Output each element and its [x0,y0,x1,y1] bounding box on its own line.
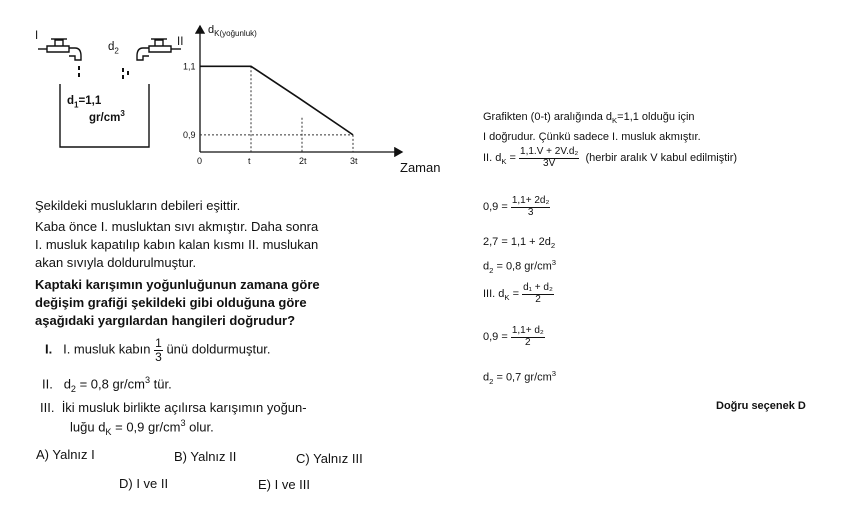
statement-3-line-1: III. İki musluk birlikte açılırsa karışımın yoğun- [40,400,307,415]
solution-eq-1: II. $d_K$ = $\frac{\text{1,1.V + 2V.d₂}}{3V}$ (herbir aralık V kabul edilmiştir) [483,146,738,169]
tap-i-label: I [35,30,39,42]
liquid-drops [78,66,129,79]
solution-eq-7: $d_2 = 0,7$ $gr/cm^3$ [483,369,557,386]
chart-xlabel: Zaman [400,160,441,175]
d1-label: $d_1=1,1$ [67,95,102,110]
tap-i-icon [38,39,81,60]
statement-3-line-2: luğu $d_K = 0,9$ $gr/cm^3$ olur. [70,418,214,437]
solution-eq-5: III. $d_K$ = $\frac{\text{d₁ + d₂}}{2}$ [483,282,553,305]
intro-line-2: Kaba önce I. musluktan sıvı akmıştır. Daha sonra [35,219,319,234]
chart-ylabel: $d_{K(yoğunluk)}$ [208,24,257,39]
x-tick-label: 2t [299,156,307,166]
tap-ii-icon [137,39,181,60]
intro-line-4: akan sıvıyla doldurulmuştur. [35,255,197,270]
option-e[interactable]: E) I ve III [258,477,311,492]
answer-label: Doğru seçenek D [716,400,806,412]
intro-line-1: Şekildeki muslukların debileri eşittir. [35,198,241,213]
density-time-chart [180,22,455,182]
statement-1: I. I. musluk kabın $\frac{1}{3}$ ünü doldurmuştur. [45,336,271,364]
x-tick-label: 0 [197,156,203,166]
option-a[interactable]: A) Yalnız I [36,447,95,462]
solution-eq-3: $2,7 = 1,1 + 2d_2$ [483,236,556,251]
solution-eq-2: 0,9 = $\frac{\text{1,1+ 2d₂}}{3}$ [483,195,550,218]
tap-ii-label: II [177,36,184,48]
solution-line-2: I doğrudur. Çünkü sadece I. musluk akmıştır. [483,131,701,143]
x-tick-label: 3t [350,156,358,166]
statement-2: II. $d_2 = 0,8$ $gr/cm^3$ tür. [42,375,172,394]
option-c[interactable]: C) Yalnız III [296,451,363,466]
question-line-1: Kaptaki karışımın yoğunluğunun zamana göre [35,277,320,292]
solution-eq-6: 0,9 = $\frac{\text{1,1+ d₂}}{2}$ [483,325,544,348]
y-tick-label: 0,9 [183,129,196,140]
solution-eq-4: $d_2 = 0,8$ $gr/cm^3$ [483,258,557,275]
question-line-2: değişim grafiği şekildeki gibi olduğuna göre [35,295,307,310]
x-tick-label: t [248,156,251,166]
series-line [200,66,353,135]
intro-line-3: I. musluk kapatılıp kabın kalan kısmı II. muslukan [35,237,319,252]
d2-label: $d_2$ [108,41,119,56]
option-d[interactable]: D) I ve II [119,476,169,491]
y-tick-label: 1,1 [183,61,196,72]
solution-line-1: Grafikten (0-t) aralığında $d_K=1,1$ olduğu için [483,111,695,126]
question-line-3: aşağıdaki yargılardan hangileri doğrudur? [35,313,296,328]
option-b[interactable]: B) Yalnız II [174,449,237,464]
d1-unit: $gr/cm^3$ [89,109,125,124]
